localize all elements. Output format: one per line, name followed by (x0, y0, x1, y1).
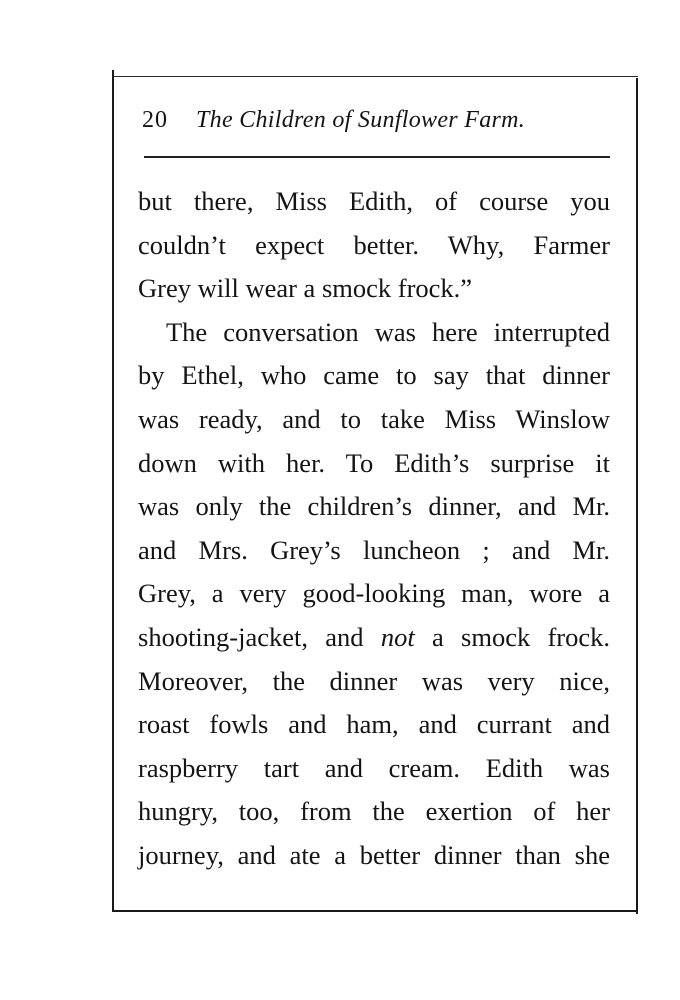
page-border-top (112, 76, 638, 77)
text-line: raspberry tart and cream. Edith was (138, 752, 610, 783)
text-segment: a smock frock. (431, 621, 611, 652)
text-line: but there, Miss Edith, of course you (138, 186, 610, 216)
text-line: and Mrs. Grey’s luncheon ; and Mr. (138, 534, 610, 565)
text-line: Grey will wear a smock frock.” (138, 273, 473, 304)
text-line: Grey, a very good-looking man, wore a (138, 578, 610, 609)
text-line-with-emphasis (138, 616, 610, 660)
running-header (142, 100, 612, 140)
text-line: down with her. To Edith’s surprise it (138, 447, 610, 478)
text-line: journey, and ate a better dinner than she (138, 839, 610, 870)
body-text (138, 180, 610, 878)
page-border-bottom (112, 910, 638, 912)
paragraph-first-line: The conversation was here interrupted (166, 316, 610, 347)
page-number: 20 (142, 107, 168, 133)
header-rule (144, 156, 610, 158)
text-line: was only the children’s dinner, and Mr. (138, 491, 610, 522)
running-title: The Children of Sunflower Farm. (196, 107, 526, 133)
text-line: Moreover, the dinner was very nice, (138, 665, 610, 696)
text-line: hungry, too, from the exertion of her (138, 796, 610, 827)
text-line: couldn’t expect better. Why, Farmer (138, 229, 610, 260)
emphasized-word: not (380, 621, 415, 652)
text-line: by Ethel, who came to say that dinner (138, 360, 610, 391)
text-segment: shooting-jacket, and (138, 621, 364, 652)
page-border-right (636, 78, 638, 914)
text-line: roast fowls and ham, and currant and (138, 709, 610, 740)
text-line: was ready, and to take Miss Winslow (138, 403, 610, 434)
page-border-left (112, 70, 114, 912)
